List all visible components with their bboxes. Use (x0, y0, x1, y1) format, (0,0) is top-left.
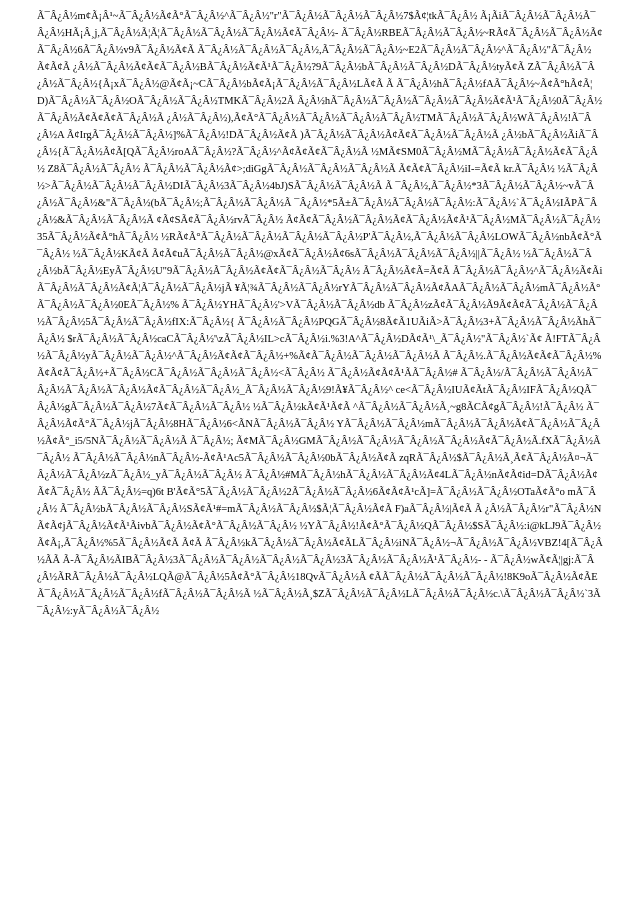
text-line: Ã¯Â¿Â½Ã¢Ã°Ã¯Â¿Â½jÃ¯Â¿Â½8HÃ¯Â¿Â½6<ÃNÃ¯Â¿Â½Ã¯Â¿Â½ (37, 402, 600, 430)
text-line: Ã¢Ã¢Ã¯Â¿Â½Ã¯Â¿Â½Ã¢Ã¯Â¿Â½Ã¢Ã¹Ã¯Â¿Â½MÃ¯Â¿Â½Ã¯Â¿Â½35Ã¯Â¿Â½Ã¢Ã°hÃ¯Â¿Â½ (37, 215, 601, 243)
text-line: ¢ÃÃ¯Â¿Â½Ã¯Â¿Â½Ã¯Â¿Â½!8K9oÃ¯Â¿Â½Ã¢ÃEÃ¯Â¿Â½Ã¯Â¿Â½Ã¯Â¿Â½fÃ¯Â¿Â½Ã¯Â¿Â½Ã (37, 572, 598, 600)
text-line: ¥Ã¦¾Ã¯Â¿Â½Ã¯Â¿Â½rYÃ¯Â¿Â½Ã¯Â¿Â½Ã¢ÃAÃ¯Â¿Â½Ã¯Â¿Â½mÃ¯Â¿Â½Ã°Ã¯Â¿Â½Ã¯Â¿Â½0EÃ¯Â¿Â½% (37, 283, 601, 311)
text-line: mÃ¯Â¿Â½ (37, 487, 597, 515)
text-line: $rÃ¯Â¿Â½Ã¯Â¿Â½caCÃ¯Â¿Â½'\zÃ¯Â¿Â½IL>cÃ¯Â¿Â½i.%3!A^Ã¯Â¿Â½DÃ¢Ã¹\_Ã¯Â¿Â½"Ã¯Â¿Â½`Ã¢ (67, 334, 543, 345)
text-line: Ã¯Â¿Â½bÃ¯Â¿Â½Ã¯Â¿Â½SÃ¢Ã¹#=mÃ¯Â¿Â½Ã¯Â¿Â½$Ã¦Ã¯Â¿Â½Ã¢Ã F)aÃ¯Â¿Â½|Ã¢Ã Ã (59, 504, 483, 515)
text-line: ¿Â½Ã¯Â¿Â½Ã¢Ã¢Ã¯Â¿Â½BÃ¯Â¿Â½Ã¢Ã¹Ã¯Â¿Â½?9Ã¯Â¿Â½bÃ¯Â¿Â½Ã¯Â¿Â½DÃ¯Â¿Â½tyÃ¢Ã (72, 62, 525, 73)
text-line: ½Ã¯Â¿Â½KÃ¢Ã Ã¢Ã¢uÃ¯Â¿Â½Ã¯Â¿Â½@xÃ¢Ã¯Â¿Â½Ã¢6sÃ¯Â¿Â½Ã¯Â¿Â½Ã¯Â¿Â½||Ã¯Â¿Â½ (72, 249, 521, 260)
text-line: Ã¯Â¿Â½Ã¢Ã=Ã¢Ã Ã¯Â¿Â½Ã¯Â¿Â½^Ã¯Â¿Â½Ã¢ÃiÃ¯Â¿Â½Ã¯Â¿Â½Ã¢Ã¦Ã¯Â¿Â½Ã¯Â¿Â½jÃ (37, 266, 603, 294)
text-line: ½Ã¯Â¿Â½Ã¸$ZÃ¯Â¿Â½Ã¯Â¿Â½LÃ¯Â¿Â½Ã¯Â¿Â½c.\Ã¯Â¿Â½Ã¯Â¿Â½`3Ã¯Â¿Â½:yÃ¯Â¿Â½Ã¯Â¿Â½ (37, 589, 601, 617)
text-line: Ã!FTÃ¯Â¿Â½Ã¯Â¿Â½yÃ¯Â¿Â½Ã¯Â¿Â½^Ã¯Â¿Â½Ã¢Ã¢Ã¯Â¿Â½+%Ã¢Ã¯Â¿Â½Ã¯Â¿Â½Ã¯Â¿Â½Ã (37, 334, 601, 362)
text-line: ZÃ¯Â¿Â½Ã¯Â¿Â½Ã¯Â¿Â½{Ã¡xÃ¯Â¿Â½@Ã¢Ã¡~CÃ¯Â¿Â½bÃ¢Ã¡Ã¯Â¿Â½Ã¯Â¿Â½LÃ¢Ã (37, 62, 595, 90)
text-line: Ã¯Â¿Â½YHÃ¯Â¿Â½'>VÃ¯Â¿Â½Ã¯Â¿Â½db (181, 300, 385, 311)
text-line: ½YÃ¯Â¿Â½!Ã¢Ã°Ã¯Â¿Â½QÃ¯Â¿Â½$SÃ¯Â¿Â½:i@kLJ9Ã¯Â¿Â½Ã¢Ã¡,Ã¯Â¿Â½%5Ã¯Â¿Â½Ã¢Ã (37, 521, 601, 549)
text-line: Ã¯Â¿Â½wÃ¢Ã¦|gj:Ã¯Â¿Â½ÃRÃ¯Â¿Â½Ã¯Â¿Â½LQÃ@Ã¯Â¿Â½5Ã¢Ã°Ã¯Â¿Â½18QvÃ¯Â¿Â½Ã (37, 555, 595, 583)
text-line: Ã¯Â¿Â½Ã¯Â¿Â½PQGÃ¯Â¿Â½8Ã¢Ã1UÃiÃ>Ã¯Â¿Â½3+Ã¯Â¿Â½Ã¯Â¿Â½ÃhÃ¯Â¿Â½ (37, 317, 601, 345)
text-line: Ã¯Â¿Â½zÃ¢Ã¯Â¿Â½Ã9Ã¢Ã¢Ã¯Â¿Â½Ã¯Â¿Â½Ã¯Â¿Â½5Ã¯Â¿Â½Ã¯Â¿Â½fIX:Ã¯Â¿Â½{ (37, 300, 598, 328)
text-line: ½RÃ¢Ã°Ã¯Â¿Â½Ã¯Â¿Â½Ã¯Â¿Â½Ã¯Â¿Â½P'Ã¯Â¿Â½,Ã¯Â¿Â½Ã¯Â¿Â½LOWÃ¯Â¿Â½nbÃ¢Ã°Ã¯Â¿Â½ (37, 232, 602, 260)
text-line: ¿Â½bÃ¯Â¿Â½ÃiÃ¯Â¿Â½{Ã¯Â¿Â½Ã¢Ã[QÃ¯Â¿Â½roAÃ¯Â¿Â½?Ã¯Â¿Â½^Ã¢Ã¢Ã¢Ã¯Â¿Â½Ã (37, 130, 599, 158)
text-line: B'Ã¢Ã°5Ã¯Â¿Â½Ã¯Â¿Â½2Ã¯Â¿Â½Ã¯Â¿Â½6Ã¢Ã¢Ã¹cÃ]=Ã¯Â¿Â½Ã¯Â¿Â½OTaÃ¢Ã°o (166, 487, 565, 498)
text-line: Ã-Ã¯Â¿Â½ÃIBÃ¯Â¿Â½3Ã¯Â¿Â½Ã¯Â¿Â½Ã¯Â¿Â½Ã¯Â¿Â½3Ã¯Â¿Â½Ã¯Â¿Â½Ã¹Ã¯Â¿Â½- (62, 555, 482, 566)
text-line: Ã¢IrgÃ¯Â¿Â½Ã¯Â¿Â½]%Ã¯Â¿Â½!DÃ¯Â¿Â½Ã¢Ã )Ã¯Â¿Â½Ã¯Â¿Â½Ã¢Ã¢Ã¯Â¿Â½Ã¯Â¿Â½Ã (66, 130, 500, 141)
text-line: ¿Â½Ã¯Â¿Â½),Ã¢Ã°Ã¯Â¿Â½Ã¯Â¿Â½Ã¯Â¿Â½Ã¯Â¿Â½TMÃ¯Â¿Â½Ã¯Â¿Â½WÃ¯Â¿Â½!Ã¯Â¿Â½A (37, 113, 592, 141)
text-line: Ã Ã¯Â¿Â½hÃ¯Â¿Â½fAÃ¯Â¿Â½~Ã¢Ã°hÃ¢Ã¦D)Ã¯Â¿Â½Ã¯Â¿Â½OÃ¯Â¿Â½Ã¯Â¿Â½TMKÃ¯Â¿Â½2Ã (37, 79, 593, 107)
text-line: zqRÃ¯Â¿Â½$Ã¯Â¿Â½Ã¸Ã¢Ã¯Â¿Â½Ã¤¬Ã¯Â¿Â½Ã¯Â¿Â½zÃ¯Â¿Â½_yÃ¯Â¿Â½Ã¯Â¿Â½ (37, 453, 599, 481)
text-line: YÃ¯Â¿Â½Ã¯Â¿Â½mÃ¯Â¿Â½Ã¯Â¿Â½Ã¢Ã¯Â¿Â½Ã¯Â¿Â½Ã¢Ã°_i5/5NÃ¯Â¿Â½Ã¯Â¿Â½Ã Ã¯Â¿Â½; (37, 419, 601, 447)
text-line: ¯Â¿Â½,Ã¯Â¿Â½*3Ã¯Â¿Â½Ã¯Â¿Â½~vÃ¯Â¿Â½Ã¯Â¿Â½&"Ã¯Â¿Â½(bÃ¯Â¿Â½;Ã¯Â¿Â½Ã¯Â¿Â½Ã (37, 181, 595, 209)
text-line: ÃÃ¯Â¿Â½=q)6t (93, 487, 164, 498)
text-line: ½Ã¯Â¿Â½Ã¯Â¿Â½bÃ¯Â¿Â½EyÃ¯Â¿Â½U"9Ã¯Â¿Â½Ã¯Â¿Â½Ã¢Ã¢Ã¯Â¿Â½Ã¯Â¿Â½ (37, 249, 592, 277)
text-line: Ã¯Â¿Â½Ã¯Â¿Â½nÃ¯Â¿Â½-Ã¢Ã¹Ac5Ã¯Â¿Â½Ã¯Â¿Â½0bÃ¯Â¿Â½Ã¢Ã (72, 453, 397, 464)
text-line: Ã¡ÃiÃ¯Â¿Â½Ã¯Â¿Â½Ã¯Â¿Â½HÃ¡Â¸j,Ã¯Â¿Â½Ã¦Ã¦Ã¯Â¿Â½Ã¯Â¿Â½Ã¯Â¿Â½Ã¢Ã¯Â¿Â½- (37, 11, 596, 39)
text-line: ¯Â¿Â½*5Ã±Ã¯Â¿Â½Ã¯Â¿Â½Ã¯Â¿Â½:Ã¯Â¿Â½`Ã¯Â¿Â½IÃPÃ¯Â¿Â½&Ã¯Â¿Â½Ã¯Â¿Â½Ã (37, 198, 598, 226)
text-line: ½MÃ¢SM0Ã¯Â¿Â½MÃ¯Â¿Â½Ã¯Â¿Â½Ã¢Ã¯Â¿Â½ Z8Ã¯Â¿Â½Ã¯Â¿Â½ (37, 147, 598, 175)
text-line: Ã¯Â¿Â½m¢Ã¡Â¹~Ã¯Â¿Â½Ã¢Ã°Ã¯Â¿Â½^Ã¯Â¿Â½"r"Ã¯Â¿Â½Ã¯Â¿Â½Ã¯Â¿Â½7$Ã¢¦tkÃ¯Â¿Â½ (37, 11, 478, 22)
text-line: Ã¢MÃ¯Â¿Â½GMÃ¯Â¿Â½Ã¯Â¿Â½Ã¯Â¿Â½Ã¯Â¿Â½Ã¢Ã¯Â¿Â½Ã.fXÃ¯Â¿Â½Ã¯Â¿Â½ (37, 436, 601, 464)
text-line: Ã¢Ã Ã¯Â¿Â½kÃ¯Â¿Â½Ã¯Â¿Â½Ã¢ÃLÃ¯Â¿Â½iNÃ¯Â¿Â½¬Ã¯Â¿Â½Ã¯Â¿Â½VBZ!4[Ã¯Â¿Â½ÃÃ (37, 538, 603, 566)
text-line: ½Ã¯Â¿Â½>Ã¯Â¿Â½Ã¯Â¿Â½Ã¯Â¿Â½DIÃ¯Â¿Â½3Ã¯Â¿Â½4bJ)SÃ¯Â¿Â½Ã¯Â¿Â½Ã Ã (37, 164, 598, 192)
text-line: ¿Â½Ã¯Â¿Â½r"Ã¯Â¿Â½NÃ¢Ã¢jÃ¯Â¿Â½Ã¢Ã¹ÃivbÃ¯Â¿Â½Ã¢Ã°Ã¯Â¿Â½Ã¯Â¿Â½ (37, 504, 602, 532)
text-line: ¢Ã¢SÃ¢Ã¯Â¿Â½rvÃ¯Â¿Â½ (156, 215, 284, 226)
text-line: Ã¯Â¿Â½RBEÃ¯Â¿Â½Ã¯Â¿Â½~RÃ¢Ã¯Â¿Â½Ã¯Â¿Â½Ã¢Ã¯Â¿Â½6Ã¯Â¿Â½v9Ã¯Â¿Â½Ã¢Ã (37, 28, 603, 56)
text-line: - (484, 555, 488, 566)
text-line: Ã¯Â¿Â½Ã¯Â¿Â½Ã¯Â¿Â½,Ã¯Â¿Â½Ã¯Â¿Â½~E2Ã¯Â¿Â½Ã¯Â¿Â½^Ã¯Â¿Â½"Ã¯Â¿Â½Ã¢Ã¢Ã (37, 45, 592, 73)
text-line: Ã¯Â¿Â½Ã¢Ã¢Ã¹ÃÃ¯Â¿Â½# (327, 368, 458, 379)
garbled-text-block (37, 8, 603, 620)
text-line: Â¿Â½hÃ¯Â¿Â½Ã¯Â¿Â½Ã¯Â¿Â½Ã¯Â¿Â½Ã¢Ã¹Ã¯Â¿Â½0Ã¯Â¿Â½Ã¯Â¿Â½Ã¢Ã¢Ã¢Ã¯Â¿Â½Ã (37, 96, 603, 124)
text-line: ½Ã¯Â¿Â½kÃ¢Ã¹Ã¢Ã ^Ã¯Â¿Â½Ã¯Â¿Â½Ã¸~g8ÃCÃ¢gÃ¯Â¿Â½!Ã¯Â¿Â½ (252, 402, 584, 413)
text-line: Ã¯Â¿Â½.Ã¯Â¿Â½Ã¢Ã¢Ã¯Â¿Â½%Ã¢Ã¢Ã¯Â¿Â½+Ã¯Â¿Â½CÃ¯Â¿Â½Ã¯Â¿Â½Ã¯Â¿Â½<Ã¯Â¿Â½ (37, 351, 602, 379)
text-line: Ã¯Â¿Â½Ã¯Â¿Â½Ã¢>;diGgÃ¯Â¿Â½Ã¯Â¿Â½Ã¯Â¿Â½Ã Ã¢Ã¢Ã¯Â¿Â½iI-=Ã¢Ã kr.Ã¯Â¿Â½ (142, 164, 555, 175)
text-line: Ã¯Â¿Â½/Ã¯Â¿Â½Ã¯Â¿Â½Ã¯Â¿Â½Ã¯Â¿Â½Ã¯Â¿Â½Ã¢Ã¯Â¿Â½Ã¯Â¿Â½_Ã¯Â¿Â½Ã¯Â¿Â½9!Ã¥Ã¯Â¿Â½^ (37, 368, 598, 396)
text-line: Ã¯Â¿Â½#MÃ¯Â¿Â½hÃ¯Â¿Â½Ã¯Â¿Â½Ã¢4LÃ¯Â¿Â½nÃ¢Ã¢id=DÃ¯Â¿Â½Ã¢Ã¢Ã¯Â¿Â½ (37, 470, 598, 498)
text-line: ce<Ã¯Â¿Â½IUÃ¢ÃtÃ¯Â¿Â½IFÃ¯Â¿Â½QÃ¯Â¿Â½gÃ¯Â¿Â½Ã¯Â¿Â½7Ã¢Ã¯Â¿Â½Ã¯Â¿Â½ (37, 385, 597, 413)
